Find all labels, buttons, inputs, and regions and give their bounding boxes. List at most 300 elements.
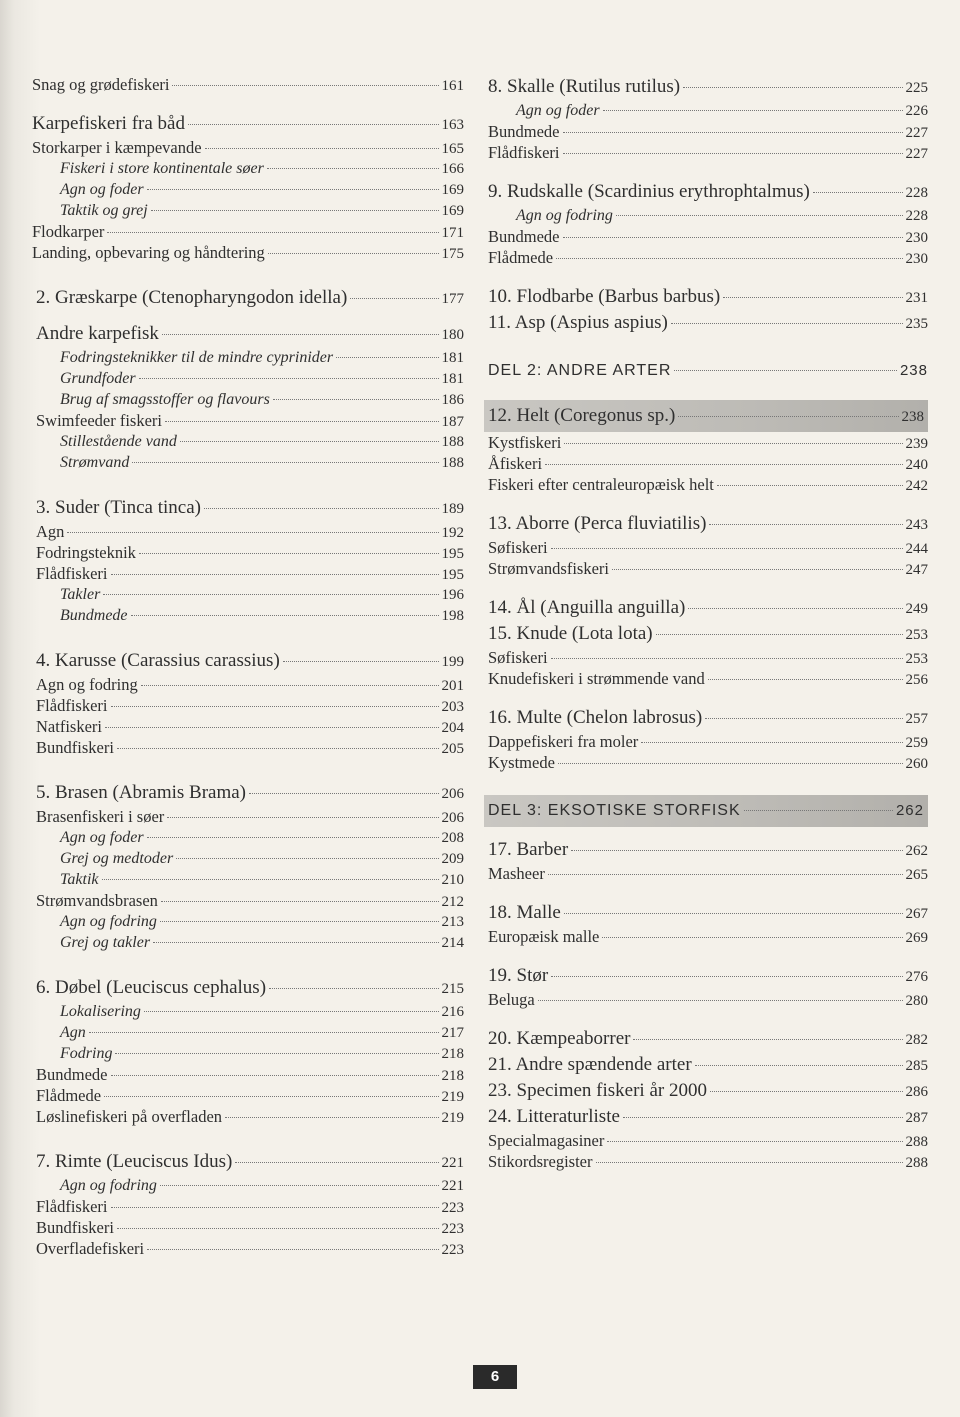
- toc-entry-title: 15. Knude (Lota lota): [488, 623, 653, 644]
- dot-leader: [141, 685, 439, 686]
- toc-entry-title: Agn og fodring: [516, 207, 613, 224]
- toc-left-column: [32, 74, 464, 1259]
- toc-entry-page-number: 287: [905, 1110, 928, 1126]
- dot-leader: [147, 1249, 438, 1250]
- toc-entry-page-number: 282: [905, 1032, 928, 1048]
- toc-entry-page-number: 192: [441, 525, 464, 541]
- dot-leader: [89, 1032, 439, 1033]
- toc-entry: [32, 285, 464, 311]
- toc-entry: [32, 890, 464, 911]
- toc-entry-page-number: 238: [899, 362, 928, 379]
- dot-leader: [102, 879, 439, 880]
- dot-leader: [603, 110, 903, 111]
- dot-leader: [641, 742, 902, 743]
- toc-entry: [488, 100, 928, 121]
- toc-entry: [488, 668, 928, 689]
- toc-entry-page-number: 177: [441, 291, 464, 307]
- toc-entry-title: 16. Multe (Chelon labrosus): [488, 707, 703, 728]
- toc-entry-page-number: 163: [441, 117, 464, 133]
- dot-leader: [350, 298, 438, 299]
- toc-entry-title: 21. Andre spændende arter: [488, 1054, 692, 1075]
- spacer: [488, 689, 928, 705]
- spacer: [32, 311, 464, 321]
- spacer: [32, 95, 464, 111]
- dot-leader: [249, 793, 439, 794]
- toc-entry: [32, 1064, 464, 1085]
- dot-leader: [538, 1000, 903, 1001]
- toc-entry-title: 11. Asp (Aspius aspius): [488, 312, 668, 333]
- toc-entry-page-number: 203: [441, 699, 464, 715]
- toc-entry: [488, 474, 928, 495]
- toc-entry-title: Søfiskeri: [488, 648, 548, 667]
- toc-entry: [488, 453, 928, 474]
- toc-entry-page-number: 249: [905, 601, 928, 617]
- spacer: [488, 163, 928, 179]
- dot-leader: [683, 87, 902, 88]
- toc-entry-title: Fodringsteknik: [36, 543, 136, 562]
- toc-entry-page-number: 216: [441, 1004, 464, 1020]
- toc-entry-title: 24. Litteraturliste: [488, 1106, 620, 1127]
- toc-entry: [32, 869, 464, 890]
- dot-leader: [273, 399, 439, 400]
- toc-entry: [488, 1151, 928, 1172]
- toc-entry-title: Agn og foder: [516, 102, 600, 119]
- spacer: [32, 626, 464, 648]
- toc-entry-page-number: 206: [441, 786, 464, 802]
- toc-entry-title: DEL 3: EKSOTISKE STORFISK: [488, 802, 741, 819]
- toc-entry: [488, 989, 928, 1010]
- toc-entry-page-number: 201: [441, 678, 464, 694]
- toc-entry: [488, 1130, 928, 1151]
- dot-leader: [571, 850, 902, 851]
- dot-leader: [656, 634, 903, 635]
- toc-entry-title: Løslinefiskeri på overfladen: [36, 1107, 223, 1126]
- toc-entry-title: 17. Barber: [488, 839, 569, 860]
- spacer: [488, 336, 928, 358]
- toc-entry-title: Grej og medtoder: [60, 850, 174, 867]
- toc-entry-title: 19. Stør: [488, 965, 549, 986]
- toc-entry-page-number: 256: [905, 672, 928, 688]
- toc-entry: [32, 542, 464, 563]
- toc-entry-title: Flådfiskeri: [36, 1197, 108, 1216]
- spacer: [488, 268, 928, 284]
- toc-entry-title: 6. Døbel (Leuciscus cephalus): [36, 977, 267, 998]
- toc-entry-title: 7. Rimte (Leuciscus Idus): [36, 1151, 233, 1172]
- dot-leader: [160, 1185, 439, 1186]
- toc-entry-page-number: 285: [905, 1058, 928, 1074]
- dot-leader: [616, 215, 903, 216]
- toc-entry-page-number: 235: [905, 316, 928, 332]
- page-number-badge: 6: [473, 1365, 517, 1389]
- toc-entry-title: 10. Flodbarbe (Barbus barbus): [488, 286, 721, 307]
- toc-entry: [32, 74, 464, 95]
- toc-entry-page-number: 223: [441, 1242, 464, 1258]
- toc-entry-title: Landing, opbevaring og håndtering: [32, 243, 265, 262]
- toc-entry-title: Søfiskeri: [488, 538, 548, 557]
- toc-entry-title: Karpefiskeri fra båd: [32, 113, 185, 134]
- toc-section-heading: [488, 358, 928, 384]
- dot-leader: [607, 1141, 902, 1142]
- toc-entry-title: Masheer: [488, 864, 545, 883]
- toc-entry: [484, 400, 928, 432]
- dot-leader: [153, 942, 438, 943]
- toc-entry-page-number: 181: [441, 371, 464, 387]
- dot-leader: [115, 1053, 438, 1054]
- toc-entry: [32, 563, 464, 584]
- spacer: [32, 263, 464, 285]
- toc-entry-title: Natfiskeri: [36, 717, 102, 736]
- toc-entry-page-number: 218: [441, 1046, 464, 1062]
- toc-entry: [488, 432, 928, 453]
- toc-entry-title: 20. Kæmpeaborrer: [488, 1028, 631, 1049]
- toc-entry: [488, 284, 928, 310]
- dot-leader: [204, 508, 439, 509]
- dot-leader: [551, 976, 902, 977]
- toc-entry-title: 9. Rudskalle (Scardinius erythrophtalmus): [488, 181, 810, 202]
- dot-leader: [813, 192, 903, 193]
- toc-entry: [488, 1104, 928, 1130]
- toc-entry: [32, 584, 464, 605]
- toc-entry-title: Flådmede: [488, 248, 554, 267]
- toc-entry-title: 13. Aborre (Perca fluviatilis): [488, 513, 707, 534]
- toc-entry: [488, 142, 928, 163]
- dot-leader: [336, 357, 438, 358]
- toc-entry: [32, 1149, 464, 1175]
- toc-entry-page-number: 195: [441, 567, 464, 583]
- dot-leader: [151, 210, 439, 211]
- dot-leader: [563, 237, 903, 238]
- toc-entry-page-number: 265: [905, 867, 928, 883]
- toc-entry: [32, 452, 464, 473]
- toc-entry: [32, 495, 464, 521]
- toc-entry-page-number: 165: [441, 141, 464, 157]
- dot-leader: [107, 232, 438, 233]
- toc-entry-title: Stillestående vand: [60, 433, 177, 450]
- toc-entry-page-number: 244: [905, 541, 928, 557]
- dot-leader: [623, 1117, 903, 1118]
- toc-entry-title: Fiskeri efter centraleuropæisk helt: [488, 475, 714, 494]
- toc-entry: [488, 705, 928, 731]
- toc-entry-title: Fodring: [60, 1045, 113, 1062]
- toc-entry-page-number: 262: [905, 843, 928, 859]
- dot-leader: [111, 574, 439, 575]
- toc-entry-page-number: 257: [905, 711, 928, 727]
- toc-entry-page-number: 225: [905, 80, 928, 96]
- toc-entry-title: 18. Malle: [488, 902, 561, 923]
- toc-entry-title: Agn og foder: [60, 181, 144, 198]
- toc-entry-title: Snag og grødefiskeri: [32, 75, 170, 94]
- toc-entry: [32, 347, 464, 368]
- spacer: [488, 384, 928, 400]
- toc-entry-title: Takler: [60, 586, 101, 603]
- dot-leader: [172, 85, 438, 86]
- toc-entry-title: Knudefiskeri i strømmende vand: [488, 669, 705, 688]
- toc-entry-title: Kystfiskeri: [488, 433, 562, 452]
- toc-entry-title: Storkarper i kæmpevande: [32, 138, 202, 157]
- toc-entry: [488, 511, 928, 537]
- dot-leader: [671, 323, 903, 324]
- dot-leader: [111, 1207, 439, 1208]
- toc-entry: [32, 242, 464, 263]
- toc-entry: [488, 926, 928, 947]
- toc-entry: [32, 389, 464, 410]
- toc-entry: [32, 975, 464, 1001]
- toc-entry-page-number: 259: [905, 735, 928, 751]
- toc-entry: [32, 827, 464, 848]
- dot-leader: [564, 913, 903, 914]
- toc-entry-page-number: 243: [905, 517, 928, 533]
- toc-entry-title: Swimfeeder fiskeri: [36, 411, 162, 430]
- toc-entry: [32, 368, 464, 389]
- toc-entry-title: Agn og fodring: [60, 913, 157, 930]
- toc-entry: [488, 74, 928, 100]
- toc-entry: [488, 595, 928, 621]
- toc-entry-page-number: 221: [441, 1155, 464, 1171]
- dot-leader: [678, 416, 898, 417]
- dot-leader: [111, 1075, 439, 1076]
- toc-entry: [488, 1026, 928, 1052]
- toc-entry: [488, 621, 928, 647]
- spacer: [488, 884, 928, 900]
- toc-entry-title: 2. Græskarpe (Ctenopharyngodon idella): [36, 287, 348, 308]
- toc-entry-page-number: 204: [441, 720, 464, 736]
- toc-entry-title: Brug af smagsstoffer og flavours: [60, 391, 270, 408]
- toc-entry-page-number: 214: [441, 935, 464, 951]
- toc-entry-page-number: 228: [905, 208, 928, 224]
- dot-leader: [708, 679, 903, 680]
- toc-entry-title: 4. Karusse (Carassius carassius): [36, 650, 280, 671]
- toc-entry-page-number: 228: [905, 185, 928, 201]
- dot-leader: [147, 837, 439, 838]
- dot-leader: [225, 1117, 438, 1118]
- toc-entry: [32, 221, 464, 242]
- toc-entry-page-number: 230: [905, 251, 928, 267]
- toc-entry-page-number: 166: [441, 161, 464, 177]
- toc-entry-page-number: 253: [905, 651, 928, 667]
- toc-entry-page-number: 221: [441, 1178, 464, 1194]
- dot-leader: [165, 421, 439, 422]
- toc-entry-title: Strømvandsbrasen: [36, 891, 158, 910]
- toc-entry-title: Åfiskeri: [488, 454, 543, 473]
- spacer: [488, 773, 928, 795]
- toc-entry-page-number: 161: [441, 78, 464, 94]
- toc-entry-title: Bundmede: [488, 227, 560, 246]
- dot-leader: [188, 124, 439, 125]
- toc-entry-title: Agn og fodring: [60, 1177, 157, 1194]
- dot-leader: [612, 569, 903, 570]
- dot-leader: [674, 370, 897, 371]
- toc-entry: [32, 932, 464, 953]
- toc-entry-page-number: 231: [905, 290, 928, 306]
- spacer: [32, 473, 464, 495]
- toc-entry-title: Overfladefiskeri: [36, 1239, 145, 1258]
- toc-entry: [32, 695, 464, 716]
- toc-entry: [32, 648, 464, 674]
- dot-leader: [723, 297, 902, 298]
- dot-leader: [147, 189, 439, 190]
- toc-entry: [488, 900, 928, 926]
- toc-entry: [32, 158, 464, 179]
- toc-entry: [32, 1196, 464, 1217]
- toc-entry-page-number: 223: [441, 1200, 464, 1216]
- toc-entry-title: Agn: [36, 522, 65, 541]
- toc-entry-page-number: 227: [905, 146, 928, 162]
- dot-leader: [161, 901, 439, 902]
- dot-leader: [744, 810, 893, 811]
- dot-leader: [139, 553, 439, 554]
- toc-entry: [488, 179, 928, 205]
- dot-leader: [117, 748, 439, 749]
- toc-entry-page-number: 223: [441, 1221, 464, 1237]
- toc-entry-page-number: 206: [441, 810, 464, 826]
- toc-entry: [32, 1043, 464, 1064]
- toc-entry-title: Agn: [60, 1024, 86, 1041]
- dot-leader: [695, 1065, 903, 1066]
- toc-entry-title: Agn og fodring: [36, 675, 138, 694]
- toc-entry: [32, 200, 464, 221]
- toc-entry: [488, 963, 928, 989]
- toc-entry-title: Flådmede: [36, 1086, 102, 1105]
- toc-entry: [488, 247, 928, 268]
- toc-entry: [32, 410, 464, 431]
- toc-entry-title: Taktik: [60, 871, 99, 888]
- dot-leader: [104, 1096, 438, 1097]
- toc-entry-title: Bundfiskeri: [36, 738, 114, 757]
- dot-leader: [205, 148, 439, 149]
- toc-entry: [32, 111, 464, 137]
- toc-entry-page-number: 169: [441, 203, 464, 219]
- toc-entry-title: Beluga: [488, 990, 535, 1009]
- toc-entry: [488, 1078, 928, 1104]
- toc-entry: [32, 1022, 464, 1043]
- toc-entry-title: Stikordsregister: [488, 1152, 593, 1171]
- toc-entry-page-number: 276: [905, 969, 928, 985]
- toc-entry-page-number: 280: [905, 993, 928, 1009]
- dot-leader: [176, 858, 438, 859]
- dot-leader: [709, 524, 902, 525]
- toc-entry-title: Specialmagasiner: [488, 1131, 605, 1150]
- toc-entry-page-number: 199: [441, 654, 464, 670]
- toc-entry-title: 5. Brasen (Abramis Brama): [36, 782, 246, 803]
- toc-entry-page-number: 187: [441, 414, 464, 430]
- dot-leader: [139, 378, 439, 379]
- toc-entry-title: Brasenfiskeri i søer: [36, 807, 165, 826]
- spacer: [32, 953, 464, 975]
- toc-entry: [488, 752, 928, 773]
- toc-entry-title: DEL 2: ANDRE ARTER: [488, 362, 672, 379]
- toc-entry-page-number: 195: [441, 546, 464, 562]
- toc-entry: [32, 1175, 464, 1196]
- toc-entry-page-number: 242: [905, 478, 928, 494]
- toc-entry-page-number: 218: [441, 1068, 464, 1084]
- toc-entry-page-number: 226: [905, 103, 928, 119]
- dot-leader: [563, 132, 903, 133]
- toc-entry-title: 3. Suder (Tinca tinca): [36, 497, 201, 518]
- toc-entry-page-number: 186: [441, 392, 464, 408]
- toc-entry-title: 12. Helt (Coregonus sp.): [488, 405, 676, 426]
- toc-entry-page-number: 269: [905, 930, 928, 946]
- toc-entry-page-number: 230: [905, 230, 928, 246]
- toc-entry: [32, 431, 464, 452]
- toc-entry: [32, 911, 464, 932]
- toc-entry-title: Andre karpefisk: [36, 323, 159, 344]
- dot-leader: [596, 1162, 903, 1163]
- toc-entry: [488, 310, 928, 336]
- toc-entry: [488, 863, 928, 884]
- dot-leader: [235, 1162, 438, 1163]
- toc-entry-page-number: 208: [441, 830, 464, 846]
- toc-entry-page-number: 188: [441, 434, 464, 450]
- toc-entry-page-number: 217: [441, 1025, 464, 1041]
- dot-leader: [131, 615, 439, 616]
- toc-entry-page-number: 238: [901, 409, 924, 425]
- toc-entry-title: Dappefiskeri fra moler: [488, 732, 639, 751]
- toc-entry-title: Bundmede: [488, 122, 560, 141]
- toc-entry-page-number: 286: [905, 1084, 928, 1100]
- toc-entry: [32, 605, 464, 626]
- toc-entry: [488, 226, 928, 247]
- dot-leader: [548, 874, 903, 875]
- toc-entry: [32, 137, 464, 158]
- toc-entry: [32, 806, 464, 827]
- dot-leader: [558, 763, 903, 764]
- toc-entry-page-number: 180: [441, 327, 464, 343]
- dot-leader: [105, 727, 439, 728]
- toc-entry-page-number: 288: [905, 1134, 928, 1150]
- toc-section-heading: [484, 795, 928, 827]
- toc-entry: [32, 674, 464, 695]
- dot-leader: [144, 1011, 439, 1012]
- dot-leader: [268, 253, 439, 254]
- dot-leader: [633, 1039, 902, 1040]
- dot-leader: [688, 608, 902, 609]
- dot-leader: [267, 168, 439, 169]
- toc-entry-title: Taktik og grej: [60, 202, 148, 219]
- dot-leader: [117, 1228, 439, 1229]
- toc-entry: [488, 837, 928, 863]
- dot-leader: [551, 548, 903, 549]
- toc-entry-title: Agn og foder: [60, 829, 144, 846]
- dot-leader: [705, 718, 902, 719]
- toc-entry-title: Bundmede: [60, 607, 128, 624]
- toc-entry: [488, 731, 928, 752]
- toc-entry-page-number: 169: [441, 182, 464, 198]
- toc-entry-title: Bundmede: [36, 1065, 108, 1084]
- toc-entry-title: Bundfiskeri: [36, 1218, 114, 1237]
- toc-entry: [32, 521, 464, 542]
- toc-entry-page-number: 181: [441, 350, 464, 366]
- toc-entry-page-number: 205: [441, 741, 464, 757]
- dot-leader: [563, 153, 903, 154]
- toc-entry: [32, 1217, 464, 1238]
- toc-entry-title: Strømvandsfiskeri: [488, 559, 609, 578]
- toc-entry-page-number: 240: [905, 457, 928, 473]
- toc-entry-page-number: 189: [441, 501, 464, 517]
- dot-leader: [103, 594, 438, 595]
- dot-leader: [269, 988, 438, 989]
- dot-leader: [564, 443, 902, 444]
- toc-entry: [32, 1085, 464, 1106]
- dot-leader: [67, 532, 438, 533]
- toc-entry-page-number: 198: [441, 608, 464, 624]
- toc-entry-page-number: 196: [441, 587, 464, 603]
- toc-entry-title: Flådfiskeri: [36, 696, 108, 715]
- toc-entry-title: Flådfiskeri: [36, 564, 108, 583]
- toc-entry-page-number: 188: [441, 455, 464, 471]
- toc-entry-page-number: 227: [905, 125, 928, 141]
- dot-leader: [167, 817, 438, 818]
- toc-entry: [32, 716, 464, 737]
